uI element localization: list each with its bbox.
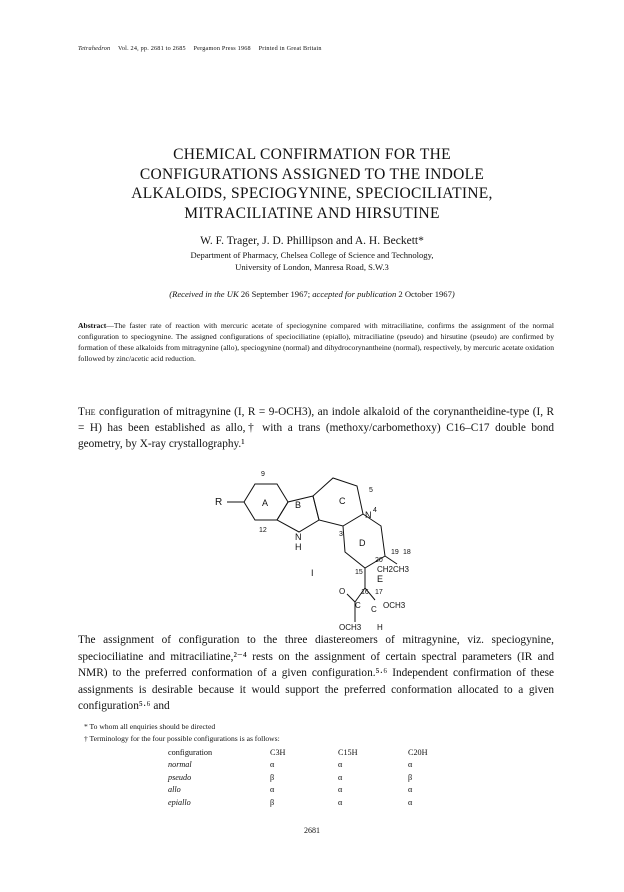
table-row [168,759,448,772]
locant-5: 5 [369,487,373,494]
author-list: W. F. Trager, J. D. Phillipson and A. H. Beckett* [200,235,424,247]
table-header-row [168,746,448,759]
ring-label-e: E [377,574,384,584]
table-cell: β [270,797,275,807]
group-enol-methoxy: OCH3 [383,601,406,610]
article-title [60,145,564,223]
compound-label: I [311,568,314,578]
table-row [168,796,448,809]
title-line: ALKALOIDS, SPECIOGYNINE, SPECIOCILIATINE, [131,185,493,202]
bond-carbonyl [347,594,355,602]
publisher-info: Pergamon Press 1968 [193,45,251,52]
affiliation [60,250,564,273]
table-cell: α [338,772,343,782]
substituent-label: R [215,497,223,508]
ring-label-c: C [339,496,346,506]
column-header: C15H [338,747,358,757]
group-ester-c: C [355,601,361,610]
abstract [78,320,554,364]
locant-17: 17 [375,589,383,596]
accepted-prefix: accepted for publication [312,289,397,299]
column-header: configuration [168,747,213,757]
locant-12: 12 [259,527,267,534]
abstract-text: —The faster rate of reaction with mercuric acetate of speciogynine compared with mitraciliatine, confirms the assignment of the normal configuration to speciogynine. The assigned configurations of speciociliatine (epiallo), mitraciliatine (pseudo) and hirsutine (pseudo) are confirmed by formation of these alkaloids from mitragynine (allo), speciogynine (normal) and dihydrocorynantheine (normal), respectively, by mercuric acetate oxidation followed by zinc/acetic acid reduction. [78,321,554,363]
intro-paragraph [78,404,554,452]
table-cell: β [270,772,275,782]
column-header: C20H [408,747,428,757]
locant-3: 3 [339,531,343,538]
table-cell: β [408,772,413,782]
atom-label-h: H [295,542,302,552]
title-line: MITRACILIATINE AND HIRSUTINE [184,204,440,222]
journal-name: Tetrahedron [78,45,111,52]
received-line: (Received in the UK 26 September 1967; accepted for publication 2 October 1967) [169,289,455,299]
table-cell: α [408,797,413,807]
locant-19: 19 [391,549,399,556]
table-cell: allo [168,785,181,795]
intro-text: configuration of mitragynine (I, R = 9-OCH3), an indole alkaloid of the corynantheidine-type (I, R = H) has been established as allo,† with a trans (methoxy/carbomethoxy) C16–C17 double bond geometry, by X-ray crystallography.¹ [78,406,555,450]
group-carbonyl-o: O [339,587,346,596]
group-ester-methoxy: OCH3 [339,623,362,632]
received-date: 26 September [240,289,289,299]
footnote-terminology: † Terminology for the four possible configurations is as follows: [84,734,280,743]
body-paragraph: The assignment of configuration to the three diastereomers of mitragynine, viz. speciogynine, speciociliatine and mitraciliatine,²⁻⁴ rests on the assignment of certain spectral parameters (IR and NMR) to the preferred conformation of a given configuration.⁵·⁶ Independent confirmation of these assignments is desirable because it would support the preferred conformation allocated to a given configuration⁵·⁶ and [78,634,554,712]
ring-label-b: B [295,500,302,510]
atom-label-n1: N [295,532,302,542]
accepted-date: 2 October [398,289,433,299]
volume-info: Vol. 24, pp. 2681 to 2685 [117,45,186,52]
footnote-correspondence: * To whom all enquiries should be directed [84,722,216,731]
table-cell: pseudo [168,772,192,782]
table-cell: α [270,785,275,795]
affiliation-line: University of London, Manresa Road, S.W.3 [235,261,389,272]
structure-diagram [215,462,415,634]
locant-20: 20 [375,557,383,564]
ring-label-a: A [262,498,269,508]
configuration-table [168,746,448,809]
intro-lead: The [78,406,96,418]
table-cell: α [338,785,343,795]
abstract-label: Abstract [78,321,107,330]
title-line: CONFIGURATIONS ASSIGNED TO THE INDOLE [139,165,485,183]
page-number: 2681 [304,826,320,835]
table-cell: normal [168,760,192,770]
table-cell: α [408,760,413,770]
affiliation-line: Department of Pharmacy, Chelsea College of Science and Technology, [190,250,434,260]
ring-c [313,478,363,526]
bond-ethyl [385,556,397,564]
column-header: C3H [270,747,286,757]
table-cell: α [270,760,275,770]
ring-label-d: D [359,538,366,548]
table-cell: epiallo [168,797,191,807]
table-cell: α [338,797,343,807]
printed-info: Printed in Great Britain [258,45,322,52]
table-row [168,784,448,797]
locant-4: 4 [373,507,377,514]
table-cell: α [338,760,343,770]
accepted-year: 1967 [434,289,452,299]
table-cell: α [408,785,413,795]
atom-label-n4: N [365,510,372,520]
group-enol-c: C [371,605,377,614]
group-ethyl: CH2CH3 [377,565,410,574]
table-row [168,771,448,784]
locant-15: 15 [355,569,363,576]
received-prefix: Received in the UK [172,289,239,299]
locant-16: 16 [361,589,369,596]
locant-18: 18 [403,549,411,556]
running-header [78,45,328,52]
title-line: CHEMICAL CONFIRMATION FOR THE [173,146,451,163]
locant-9: 9 [261,471,265,478]
received-year: 1967; [290,289,311,299]
group-vinyl-h: H [377,623,383,632]
